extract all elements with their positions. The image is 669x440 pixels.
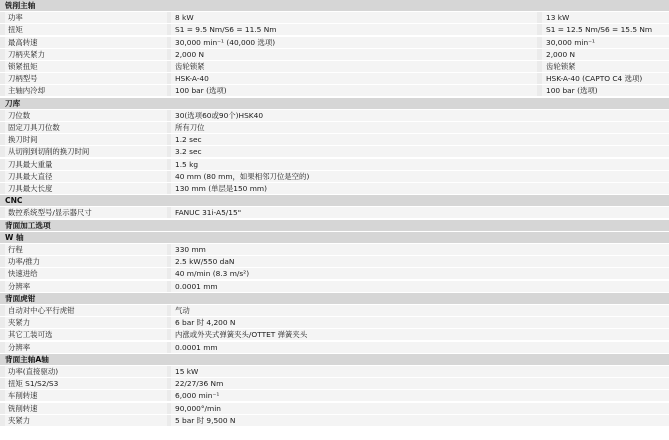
spec-row: [0, 134, 669, 145]
spec-value-cell: [171, 61, 537, 72]
spec-row: [0, 49, 669, 60]
spec-value: 内涨或外夹式弹簧夹头/OTTET 弹簧夹头: [175, 330, 308, 340]
section-header: [0, 232, 669, 243]
spec-row: [0, 366, 669, 377]
spec-label-cell: [5, 256, 167, 267]
spec-value-cell: [171, 159, 669, 170]
spec-value-cell: [171, 256, 669, 267]
spec-value: HSK-A-40: [175, 74, 209, 84]
spec-label: 夹紧力: [8, 415, 31, 425]
spec-label-cell: [5, 85, 167, 96]
spec-label: 刀位数: [8, 110, 31, 120]
spec-value: 100 bar (选项): [175, 86, 227, 96]
spec-label-cell: [5, 317, 167, 328]
section-title: 背面加工选项: [5, 220, 51, 230]
spec-value: 8 kW: [175, 13, 194, 23]
spec-value-cell: [171, 390, 669, 401]
spec-value-cell: [171, 110, 669, 121]
spec-label-cell: [5, 378, 167, 389]
spec-label-cell: [5, 134, 167, 145]
spec-label-cell: [5, 281, 167, 292]
spec-label: 主轴内冷却: [8, 86, 45, 96]
spec-label-cell: [5, 122, 167, 133]
spec-value: 90,000°/min: [175, 403, 221, 413]
section-title: CNC: [5, 196, 23, 206]
spec-value-cell-alt: [542, 49, 669, 60]
section-title: 背面虎钳: [5, 293, 36, 303]
spec-value-cell-alt: [542, 12, 669, 23]
spec-value-alt: S1 = 12.5 Nm/S6 = 15.5 Nm: [546, 25, 653, 35]
spec-value-cell: [171, 366, 669, 377]
spec-row: [0, 146, 669, 157]
spec-label: 功率: [8, 13, 23, 23]
spec-label: 夹紧力: [8, 318, 31, 328]
spec-label-cell: [5, 37, 167, 48]
spec-row: [0, 268, 669, 279]
spec-value: FANUC 31i-A5/15": [175, 208, 242, 218]
spec-value: 40 m/min (8.3 m/s²): [175, 269, 250, 279]
spec-value-alt: 2,000 N: [546, 49, 576, 59]
spec-value-cell: [171, 317, 669, 328]
section-header: [0, 98, 669, 109]
spec-label: 分辨率: [8, 342, 31, 352]
spec-row: [0, 256, 669, 267]
spec-label-cell: [5, 390, 167, 401]
spec-value: 30,000 min⁻¹ (40,000 选项): [175, 37, 276, 47]
spec-value: 5 bar 时 9,500 N: [175, 415, 236, 425]
spec-value-cell: [171, 134, 669, 145]
spec-value-cell: [171, 146, 669, 157]
spec-row: [0, 342, 669, 353]
spec-label: 刀具最大长度: [8, 184, 53, 193]
spec-value: 2,000 N: [175, 49, 205, 59]
spec-label: 分辨率: [8, 281, 31, 291]
spec-label: 铣削转速: [8, 403, 38, 413]
section-header: [0, 195, 669, 206]
spec-row: [0, 244, 669, 255]
spec-label-cell: [5, 146, 167, 157]
spec-value: 40 mm (80 mm，如果相邻刀位是空的): [175, 171, 310, 181]
spec-value: 2.5 kW/550 daN: [175, 257, 235, 267]
spec-value: 6,000 min⁻¹: [175, 391, 220, 401]
spec-row: [0, 12, 669, 23]
spec-label-cell: [5, 61, 167, 72]
spec-row: [0, 281, 669, 292]
spec-value: 1.5 kg: [175, 159, 199, 169]
spec-value-cell-alt: [542, 24, 669, 35]
spec-label: 行程: [8, 245, 23, 254]
spec-label: 最高转速: [8, 37, 38, 47]
spec-value: 22/27/36 Nm: [175, 379, 224, 389]
spec-label-cell: [5, 110, 167, 121]
spec-label: 锁紧扭矩: [8, 62, 38, 71]
spec-value-cell: [171, 183, 669, 194]
spec-value-cell: [171, 281, 669, 292]
spec-value: 0.0001 mm: [175, 281, 218, 291]
spec-row: [0, 183, 669, 194]
spec-value-cell-alt: [542, 37, 669, 48]
spec-row: [0, 171, 669, 182]
spec-value: 0.0001 mm: [175, 342, 218, 352]
spec-label-cell: [5, 159, 167, 170]
spec-label: 从切削到切削的换刀时间: [8, 147, 90, 157]
spec-value-cell: [171, 415, 669, 426]
spec-row: [0, 305, 669, 316]
spec-value-cell: [171, 24, 537, 35]
spec-row: [0, 329, 669, 340]
spec-row: [0, 24, 669, 35]
spec-label: 其它工装可选: [8, 330, 53, 340]
spec-value-cell: [171, 244, 669, 255]
spec-value-alt: HSK-A-40 (CAPTO C4 选项): [546, 74, 643, 84]
spec-label-cell: [5, 24, 167, 35]
spec-label: 功率(直接驱动): [8, 367, 59, 376]
spec-label-cell: [5, 268, 167, 279]
spec-value-cell: [171, 171, 669, 182]
spec-label: 数控系统型号/显示器尺寸: [8, 208, 92, 218]
section-title: W 轴: [5, 232, 24, 242]
spec-value: 1.2 sec: [175, 135, 202, 145]
spec-row: [0, 122, 669, 133]
spec-value-cell-alt: [542, 73, 669, 84]
spec-label-cell: [5, 305, 167, 316]
spec-value-alt: 齿轮锁紧: [546, 62, 576, 71]
spec-label: 车削转速: [8, 391, 38, 401]
spec-value-cell: [171, 342, 669, 353]
spec-value: 所有刀位: [175, 123, 205, 132]
spec-value: 气动: [175, 306, 190, 315]
section-header: [0, 354, 669, 365]
spec-row: [0, 415, 669, 426]
spec-value-cell: [171, 12, 537, 23]
spec-label: 自动对中心平行虎钳: [8, 306, 75, 315]
spec-row: [0, 390, 669, 401]
spec-value: 30(选项60或90个)HSK40: [175, 110, 264, 120]
spec-value: 130 mm (单层是150 mm): [175, 184, 267, 193]
spec-label: 刀具最大直径: [8, 171, 53, 181]
spec-label-cell: [5, 342, 167, 353]
spec-label-cell: [5, 415, 167, 426]
spec-label: 功率/推力: [8, 257, 41, 267]
spec-value: 15 kW: [175, 367, 199, 376]
spec-label: 快速进给: [8, 269, 38, 279]
spec-value-cell-alt: [542, 85, 669, 96]
spec-label: 刀具最大重量: [8, 159, 53, 169]
spec-row: [0, 403, 669, 414]
spec-value: 3.2 sec: [175, 147, 202, 157]
spec-value: 齿轮锁紧: [175, 62, 205, 71]
section-header: [0, 0, 669, 11]
spec-value-alt: 30,000 min⁻¹: [546, 37, 596, 47]
spec-row: [0, 378, 669, 389]
spec-row: [0, 317, 669, 328]
spec-value-cell-alt: [542, 61, 669, 72]
spec-label-cell: [5, 244, 167, 255]
spec-value-cell: [171, 403, 669, 414]
section-header: [0, 220, 669, 231]
spec-label-cell: [5, 12, 167, 23]
spec-value-cell: [171, 49, 537, 60]
spec-label: 刀柄夹紧力: [8, 49, 45, 59]
spec-label-cell: [5, 329, 167, 340]
spec-value-cell: [171, 73, 537, 84]
spec-value-alt: 100 bar (选项): [546, 86, 598, 96]
spec-label-cell: [5, 49, 167, 60]
spec-row: [0, 61, 669, 72]
spec-label: 固定刀具刀位数: [8, 123, 60, 132]
spec-row: [0, 207, 669, 218]
spec-value-cell: [171, 122, 669, 133]
spec-value: 330 mm: [175, 245, 206, 254]
spec-value-cell: [171, 329, 669, 340]
spec-label: 刀柄型号: [8, 74, 38, 84]
spec-value-cell: [171, 305, 669, 316]
spec-label-cell: [5, 403, 167, 414]
spec-label-cell: [5, 183, 167, 194]
spec-label: 换刀时间: [8, 135, 38, 145]
spec-value: 6 bar 时 4,200 N: [175, 318, 236, 328]
spec-label: 扭矩 S1/S2/S3: [8, 379, 59, 389]
spec-row: [0, 73, 669, 84]
spec-row: [0, 37, 669, 48]
section-header: [0, 293, 669, 304]
section-title: 背面主轴A轴: [5, 354, 49, 364]
section-title: 铣削主轴: [5, 1, 36, 10]
spec-value-cell: [171, 37, 537, 48]
spec-value-cell: [171, 268, 669, 279]
spec-row: [0, 110, 669, 121]
spec-value-cell: [171, 207, 669, 218]
spec-value-cell: [171, 85, 537, 96]
spec-row: [0, 85, 669, 96]
spec-label-cell: [5, 366, 167, 377]
spec-label-cell: [5, 171, 167, 182]
spec-value: S1 = 9.5 Nm/S6 = 11.5 Nm: [175, 25, 277, 35]
spec-label-cell: [5, 207, 167, 218]
spec-row: [0, 159, 669, 170]
section-title: 刀库: [5, 98, 21, 108]
spec-value-cell: [171, 378, 669, 389]
spec-label-cell: [5, 73, 167, 84]
spec-label: 扭矩: [8, 25, 23, 35]
spec-value-alt: 13 kW: [546, 13, 570, 23]
